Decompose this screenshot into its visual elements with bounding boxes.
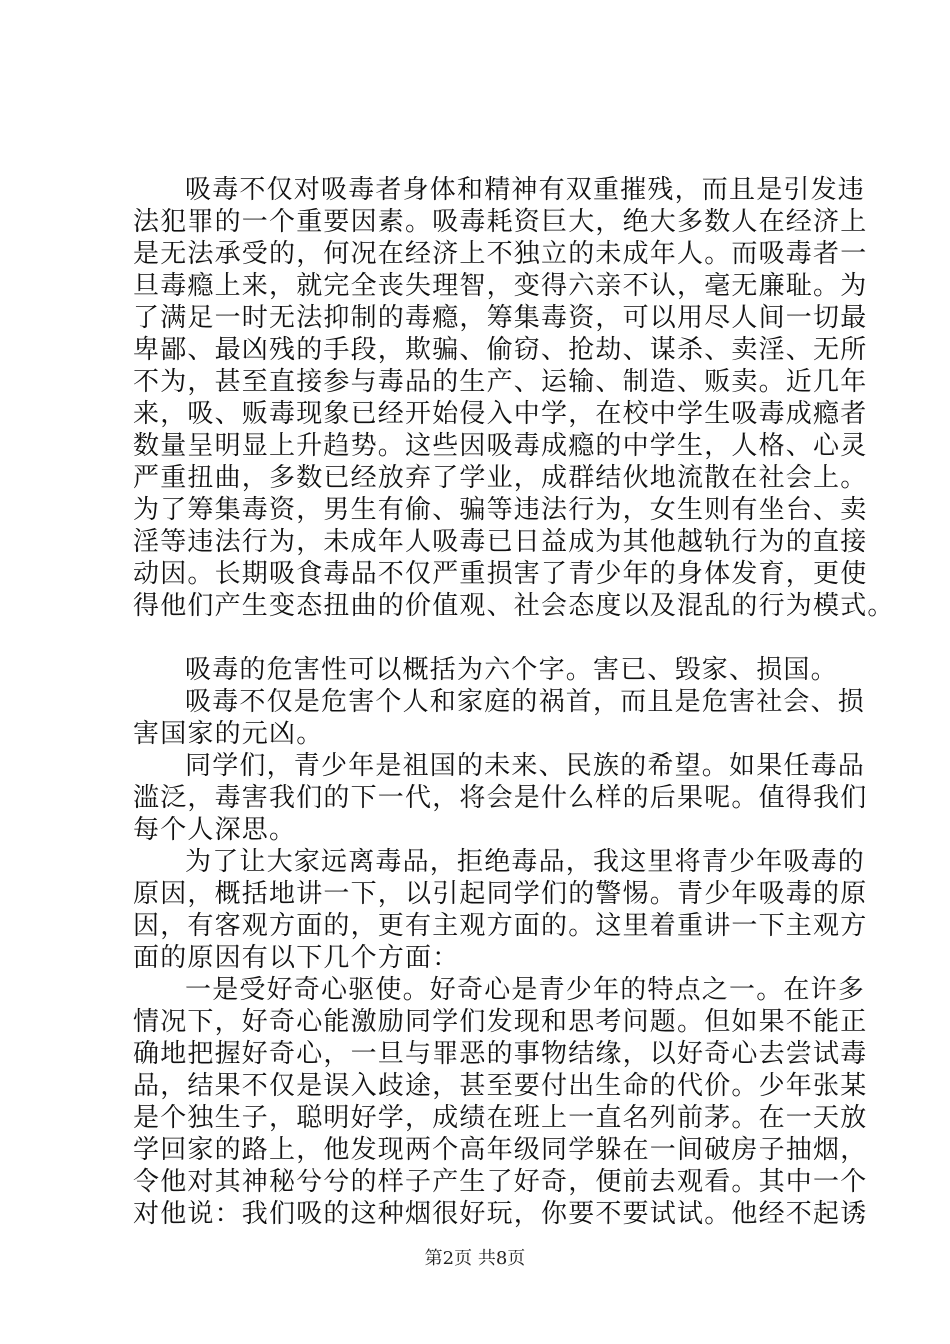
paragraph-summary xyxy=(133,654,838,686)
text-line: 面的原因有以下几个方面： xyxy=(133,943,460,973)
text-line: 法犯罪的一个重要因素。吸毒耗资巨大，绝大多数人在经济上 xyxy=(133,207,868,237)
text-line: 来，吸、贩毒现象已经开始侵入中学，在校中学生吸毒成瘾者 xyxy=(133,399,868,429)
body-text xyxy=(133,174,895,1230)
text-line: 害国家的元凶。 xyxy=(133,719,324,749)
text-line: 数量呈明显上升趋势。这些因吸毒成瘾的中学生，人格、心灵 xyxy=(133,431,868,461)
paragraph-curiosity xyxy=(133,974,868,1230)
paragraph-gap xyxy=(133,622,823,654)
text-line: 确地把握好奇心，一旦与罪恶的事物结缘，以好奇心去尝试毒 xyxy=(133,1039,868,1069)
text-line: 严重扭曲，多数已经放弃了学业，成群结伙地流散在社会上。 xyxy=(133,463,868,493)
text-line: 为了让大家远离毒品，拒绝毒品，我这里将青少年吸毒的 xyxy=(185,847,866,877)
text-line: 吸毒的危害性可以概括为六个字。害已、毁家、损国。 xyxy=(185,655,838,685)
text-line: 情况下，好奇心能激励同学们发现和思考问题。但如果不能正 xyxy=(133,1007,868,1037)
paragraph-causes-intro xyxy=(133,846,868,974)
paragraph-students xyxy=(133,750,868,846)
text-line: 了满足一时无法抑制的毒瘾，筹集毒资，可以用尽人间一切最 xyxy=(133,303,868,333)
text-line: 卑鄙、最凶残的手段，欺骗、偷窃、抢劫、谋杀、卖淫、无所 xyxy=(133,335,868,365)
text-line: 因，有客观方面的，更有主观方面的。这里着重讲一下主观方 xyxy=(133,911,868,941)
text-line: 滥泛，毒害我们的下一代，将会是什么样的后果呢。值得我们 xyxy=(133,783,868,813)
text-line: 令他对其神秘兮兮的样子产生了好奇，便前去观看。其中一个 xyxy=(133,1167,868,1197)
text-line: 吸毒不仅是危害个人和家庭的祸首，而且是危害社会、损 xyxy=(185,687,866,717)
text-line: 是个独生子，聪明好学，成绩在班上一直名列前茅。在一天放 xyxy=(133,1103,868,1133)
text-line: 一是受好奇心驱使。好奇心是青少年的特点之一。在许多 xyxy=(185,975,866,1005)
text-line: 动因。长期吸食毒品不仅严重损害了青少年的身体发育，更使 xyxy=(133,559,868,589)
text-line: 淫等违法行为，未成年人吸毒已日益成为其他越轨行为的直接 xyxy=(133,527,868,557)
text-line: 为了筹集毒资，男生有偷、骗等违法行为，女生则有坐台、卖 xyxy=(133,495,868,525)
paragraph-drug-harm xyxy=(133,174,895,622)
text-line: 得他们产生变态扭曲的价值观、社会态度以及混乱的行为模式。 xyxy=(133,591,895,621)
paragraph-social-harm xyxy=(133,686,866,750)
text-line: 学回家的路上，他发现两个高年级同学躲在一间破房子抽烟， xyxy=(133,1135,868,1165)
text-line: 原因，概括地讲一下，以引起同学们的警惕。青少年吸毒的原 xyxy=(133,879,868,909)
text-line: 是无法承受的，何况在经济上不独立的未成年人。而吸毒者一 xyxy=(133,239,868,269)
page-number-footer: 第2页 共8页 xyxy=(424,1248,526,1269)
text-line: 吸毒不仅对吸毒者身体和精神有双重摧残，而且是引发违 xyxy=(185,175,866,205)
text-line: 旦毒瘾上来，就完全丧失理智，变得六亲不认，毫无廉耻。为 xyxy=(133,271,868,301)
text-line: 同学们，青少年是祖国的未来、民族的希望。如果任毒品 xyxy=(185,751,866,781)
text-line: 不为，甚至直接参与毒品的生产、运输、制造、贩卖。近几年 xyxy=(133,367,868,397)
text-line: 每个人深思。 xyxy=(133,815,297,845)
text-line: 对他说：我们吸的这种烟很好玩，你要不要试试。他经不起诱 xyxy=(133,1199,868,1229)
text-line: 品，结果不仅是误入歧途，甚至要付出生命的代价。少年张某 xyxy=(133,1071,868,1101)
